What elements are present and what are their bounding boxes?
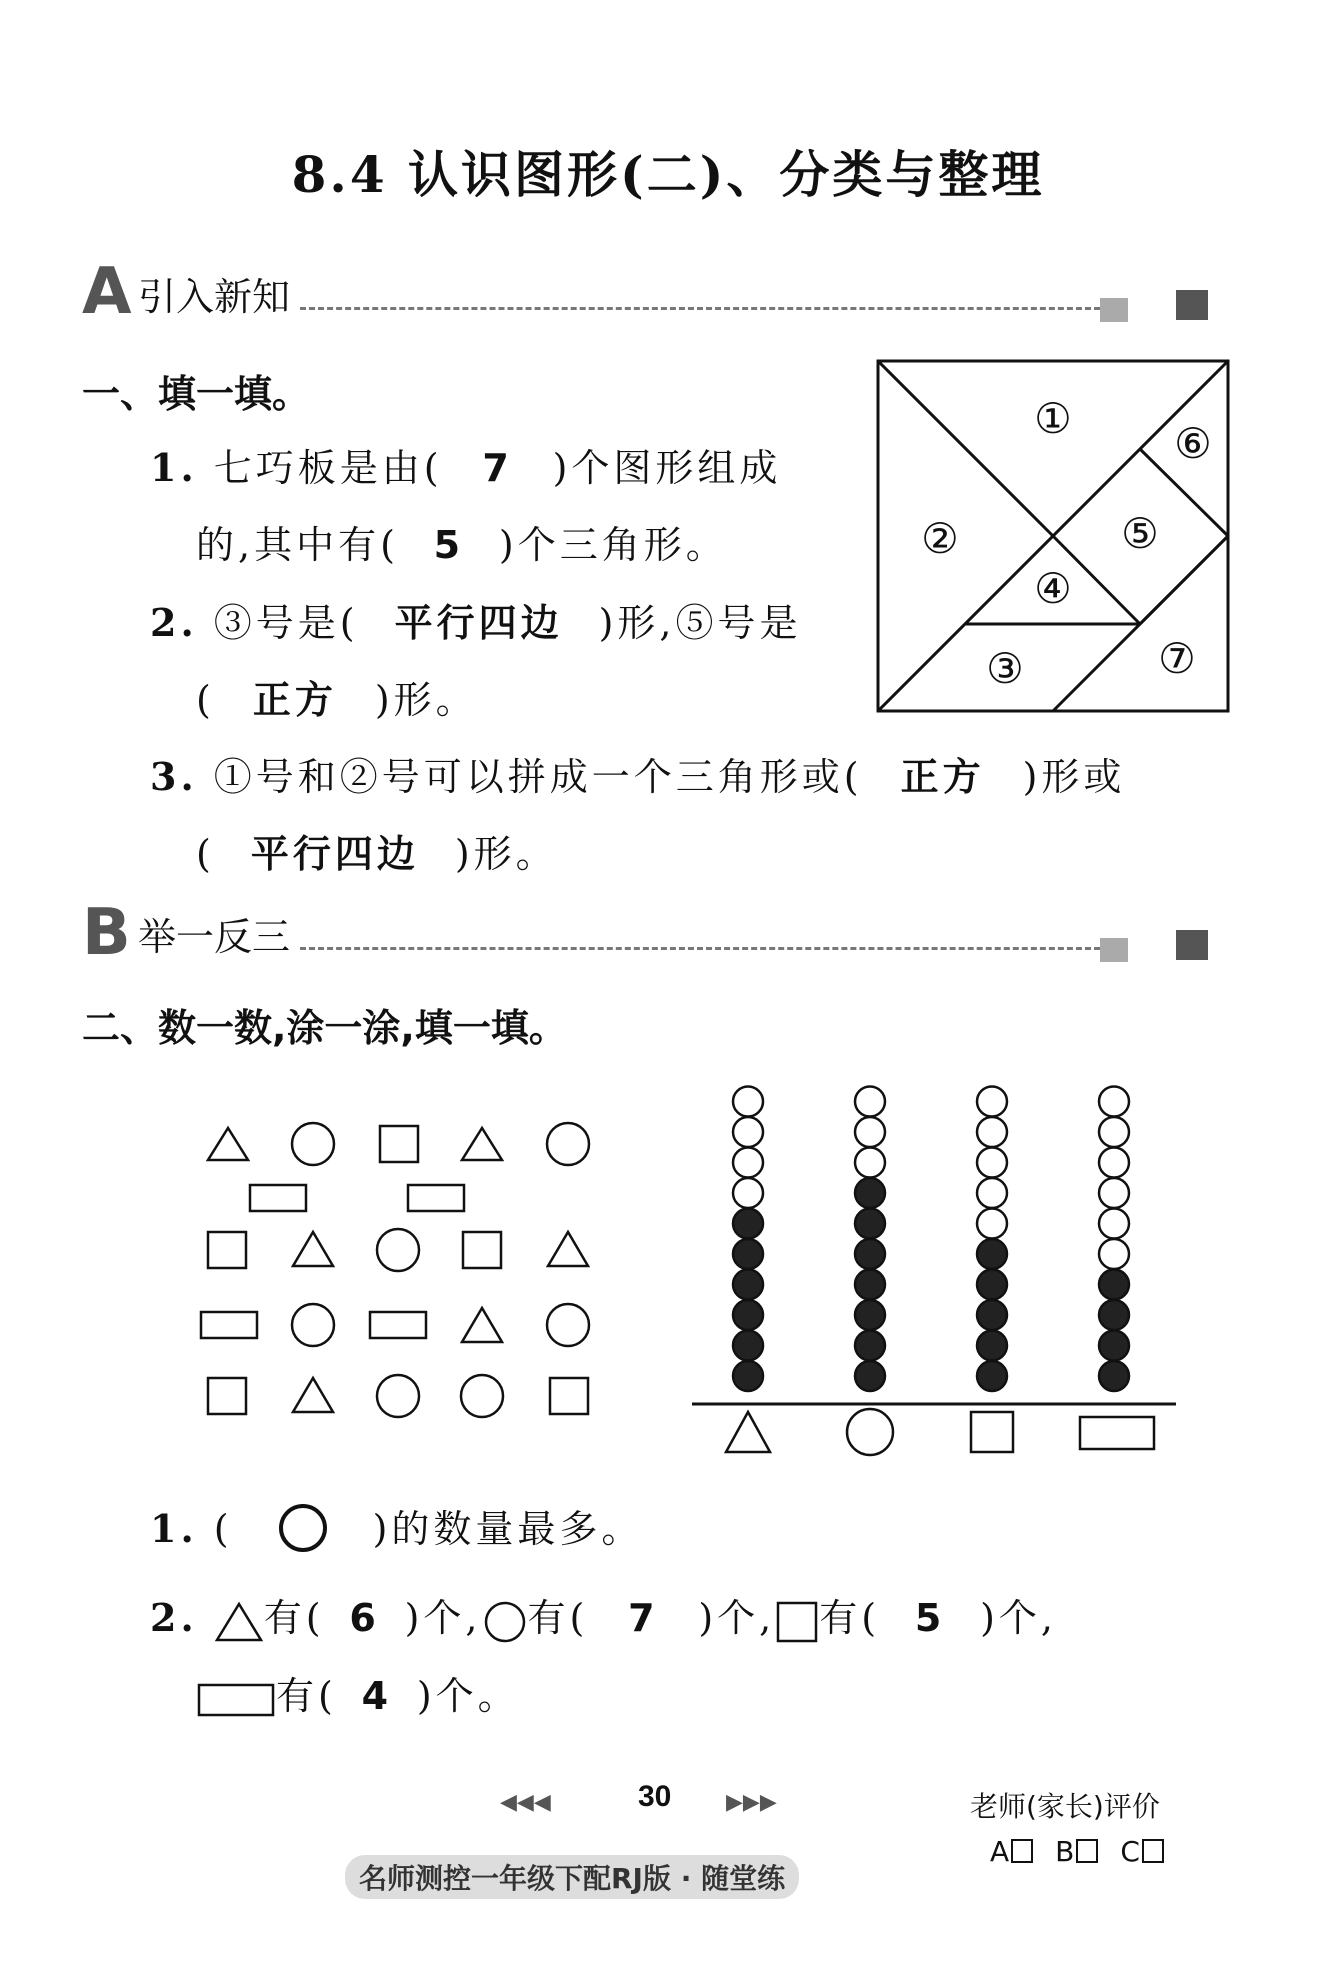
tangram-label-6: ⑥ [1174, 419, 1212, 468]
circle-icon [482, 1600, 528, 1644]
q1-item1-number: 1. [150, 445, 198, 490]
q2-item1-answer[interactable] [233, 1503, 373, 1562]
circle-shape [547, 1304, 589, 1346]
section-b-label: 举一反三 [138, 915, 291, 959]
q2-item2-line2 [196, 1665, 520, 1720]
q2-item2-close-rect: )个。 [416, 1674, 520, 1718]
empty-bead[interactable] [733, 1087, 763, 1117]
q1-item1-answer2[interactable]: 5 [433, 523, 465, 567]
grade-a-checkbox[interactable] [1011, 1839, 1033, 1863]
q1-item3-text2: )形或 [1022, 755, 1126, 799]
circle-shape [461, 1375, 503, 1417]
section-b-square-dark [1176, 930, 1208, 960]
rectangle-shape [408, 1185, 464, 1211]
q1-item2-text3: ( [196, 678, 215, 722]
filled-bead[interactable] [977, 1239, 1007, 1269]
triangle-shape [293, 1232, 333, 1266]
filled-bead[interactable] [855, 1178, 885, 1208]
filled-bead[interactable] [977, 1331, 1007, 1361]
q2-answer-triangle[interactable]: 6 [349, 1596, 380, 1640]
answer-circle-icon [275, 1503, 331, 1553]
q1-item1-text3: 的,其中有( [196, 523, 399, 567]
filled-bead[interactable] [733, 1331, 763, 1361]
circle-shape [377, 1229, 419, 1271]
q2-item1-number: 1. [150, 1506, 198, 1551]
square-shape [208, 1232, 246, 1268]
filled-bead[interactable] [855, 1239, 885, 1269]
square-shape [380, 1126, 418, 1162]
section-b-square-light [1100, 938, 1128, 962]
q1-item3-answer2[interactable]: 平行四边 [250, 832, 419, 876]
empty-bead[interactable] [855, 1117, 885, 1147]
x-axis-square-icon [971, 1412, 1013, 1452]
filled-bead[interactable] [1099, 1270, 1129, 1300]
bead-chart [690, 1060, 1190, 1480]
grade-c-label: C [1120, 1835, 1140, 1868]
q2-item2-number: 2. [150, 1595, 198, 1640]
book-banner: 名师测控一年级下配RJ版 · 随堂练 [345, 1855, 799, 1899]
filled-bead[interactable] [733, 1270, 763, 1300]
square-shape [550, 1378, 588, 1414]
section-a-letter: A [82, 255, 132, 329]
filled-bead[interactable] [855, 1361, 885, 1391]
q1-item2-text1: ③号是( [213, 601, 359, 645]
tangram-figure [875, 358, 1235, 713]
filled-bead[interactable] [733, 1209, 763, 1239]
evaluation-label: 老师(家长)评价 [970, 1790, 1160, 1823]
empty-bead[interactable] [855, 1087, 885, 1117]
circle-shape [547, 1123, 589, 1165]
q1-item3-line1 [150, 746, 1125, 801]
bead-column-square [977, 1087, 1007, 1392]
triangle-shape [293, 1378, 333, 1412]
empty-bead[interactable] [977, 1087, 1007, 1117]
q1-item2-text4: )形。 [374, 678, 478, 722]
q2-item2-close-sq: )个, [980, 1596, 1057, 1640]
q2-item2-close-tri: )个, [404, 1596, 482, 1640]
empty-bead[interactable] [977, 1209, 1007, 1239]
section-a-square-dark [1176, 290, 1208, 320]
q1-heading: 一、填一填。 [82, 372, 311, 416]
q2-item1-text2: )的数量最多。 [372, 1507, 644, 1551]
q1-item1-line2 [196, 514, 728, 569]
empty-bead[interactable] [733, 1178, 763, 1208]
triangle-icon [214, 1600, 264, 1644]
q1-item1-text4: )个三角形。 [498, 523, 728, 567]
q2-answer-rectangle[interactable]: 4 [361, 1674, 393, 1718]
tangram-edge [878, 361, 1053, 536]
empty-bead[interactable] [1099, 1087, 1129, 1117]
q1-item1-text2: )个图形组成 [552, 446, 782, 490]
q1-item2-line1 [150, 592, 802, 647]
q2-item2-line1 [150, 1587, 1057, 1644]
empty-bead[interactable] [855, 1148, 885, 1178]
section-a-label: 引入新知 [138, 275, 291, 319]
empty-bead[interactable] [1099, 1209, 1129, 1239]
square-shape [463, 1232, 501, 1268]
bead-column-triangle [733, 1087, 763, 1392]
circle-shape [292, 1304, 334, 1346]
rectangle-shape [201, 1312, 257, 1338]
tangram-label-2: ② [921, 514, 959, 563]
filled-bead[interactable] [733, 1300, 763, 1330]
section-b-divider [300, 947, 1100, 950]
empty-bead[interactable] [1099, 1178, 1129, 1208]
q1-item3-text4: )形。 [454, 832, 558, 876]
page-number: 30 [638, 1780, 672, 1813]
q2-item2-has-rect: 有( [276, 1674, 337, 1718]
rectangle-shape [250, 1185, 306, 1211]
grade-c-checkbox[interactable] [1142, 1839, 1164, 1863]
q1-item3-text3: ( [196, 832, 215, 876]
tangram-label-7: ⑦ [1158, 634, 1196, 683]
filled-bead[interactable] [855, 1300, 885, 1330]
grade-b-checkbox[interactable] [1076, 1839, 1098, 1863]
filled-bead[interactable] [977, 1361, 1007, 1391]
q2-answer-square[interactable]: 5 [914, 1596, 946, 1640]
tangram-label-5: ⑤ [1121, 509, 1159, 558]
q1-item1-answer1[interactable]: 7 [482, 446, 513, 490]
triangle-shape [548, 1232, 588, 1266]
section-a-square-light [1100, 298, 1128, 322]
grade-b-label: B [1055, 1835, 1075, 1868]
q1-item3-text1: ①号和②号可以拼成一个三角形或( [213, 755, 863, 799]
triangle-shape [208, 1128, 248, 1160]
tangram-label-4: ④ [1034, 564, 1072, 613]
filled-bead[interactable] [1099, 1331, 1129, 1361]
q1-item2-text2: )形,⑤号是 [598, 601, 802, 645]
q2-answer-circle[interactable]: 7 [628, 1596, 659, 1640]
empty-bead[interactable] [977, 1148, 1007, 1178]
filled-bead[interactable] [733, 1361, 763, 1391]
q2-item1-text1: ( [213, 1507, 233, 1551]
shape-grid [190, 1120, 610, 1440]
circle-shape [377, 1375, 419, 1417]
q1-item2-answer2[interactable]: 正方 [252, 678, 337, 722]
triangle-shape [462, 1128, 502, 1160]
square-icon [775, 1600, 819, 1644]
q1-item1-text1: 七巧板是由( [213, 446, 443, 490]
filled-bead[interactable] [855, 1270, 885, 1300]
filled-bead[interactable] [977, 1300, 1007, 1330]
q1-item2-number: 2. [150, 600, 198, 645]
q2-item2-has-tri: 有( [263, 1596, 325, 1640]
filled-bead[interactable] [855, 1209, 885, 1239]
q1-item1-line1 [150, 437, 781, 492]
bead-columns [733, 1087, 1129, 1392]
filled-bead[interactable] [855, 1331, 885, 1361]
triangle-shape [462, 1308, 502, 1342]
empty-bead[interactable] [1099, 1148, 1129, 1178]
filled-bead[interactable] [1099, 1300, 1129, 1330]
q1-item3-answer1[interactable]: 正方 [900, 755, 985, 799]
empty-bead[interactable] [733, 1148, 763, 1178]
grade-a-label: A [990, 1835, 1010, 1868]
filled-bead[interactable] [1099, 1361, 1129, 1391]
filled-bead[interactable] [733, 1239, 763, 1269]
tangram-label-1: ① [1034, 394, 1072, 443]
rectangle-icon [196, 1680, 276, 1720]
bead-column-circle [855, 1087, 885, 1392]
q1-item2-line2 [196, 669, 478, 724]
section-b-letter: B [82, 896, 131, 970]
circle-shape [292, 1123, 334, 1165]
prev-arrows-icon: ◀◀◀ [500, 1790, 551, 1815]
square-shape [208, 1378, 246, 1414]
rectangle-shape [370, 1312, 426, 1338]
page-title: 8.4 认识图形(二)、分类与整理 [291, 145, 1045, 204]
x-axis-triangle-icon [726, 1412, 770, 1452]
empty-bead[interactable] [733, 1117, 763, 1147]
q2-item2-close-cir: )个, [698, 1596, 776, 1640]
next-arrows-icon: ▶▶▶ [726, 1790, 777, 1815]
q1-item3-number: 3. [150, 754, 198, 799]
q2-item1-line [150, 1498, 643, 1562]
empty-bead[interactable] [977, 1178, 1007, 1208]
bead-column-rectangle [1099, 1087, 1129, 1392]
x-axis-circle-icon [847, 1409, 893, 1455]
grade-options [990, 1835, 1164, 1868]
tangram-label-3: ③ [986, 644, 1024, 693]
empty-bead[interactable] [1099, 1117, 1129, 1147]
q1-item3-line2 [196, 823, 558, 878]
q2-heading: 二、数一数,涂一涂,填一填。 [82, 1006, 567, 1050]
empty-bead[interactable] [1099, 1239, 1129, 1269]
q2-item2-has-cir: 有( [527, 1596, 589, 1640]
empty-bead[interactable] [977, 1117, 1007, 1147]
section-a-divider [300, 307, 1100, 310]
x-axis-rectangle-icon [1080, 1417, 1154, 1449]
q1-item2-answer1[interactable]: 平行四边 [394, 601, 563, 645]
q2-item2-has-sq: 有( [819, 1596, 881, 1640]
filled-bead[interactable] [977, 1270, 1007, 1300]
